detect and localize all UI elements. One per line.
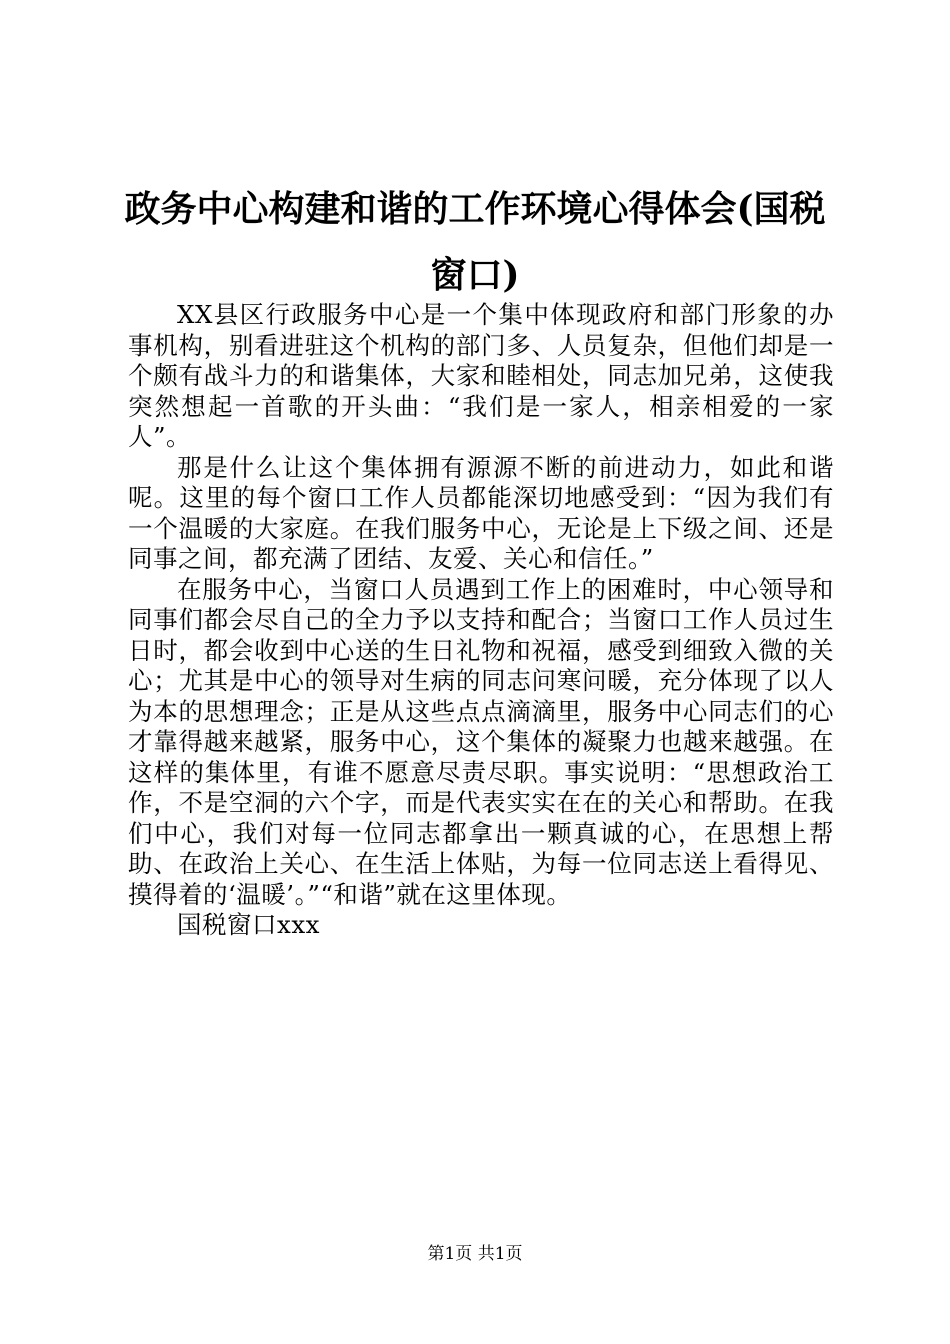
paragraph-3: 在服务中心，当窗口人员遇到工作上的困难时，中心领导和同事们都会尽自己的全力予以支持和配合；当窗口工作人员过生日时，都会收到中心送的生日礼物和祝福，感受到细致入微的关心；尤其是中心的领导对生病的同志问寒问暖，充分体现了以人为本的思想理念；正是从这些点点滴滴里，服务中心同志们的心才靠得越来越紧，服务中心，这个集体的凝聚力也越来越强。在这样的集体里，有谁不愿意尽责尽职。事实说明：“思想政治工作，不是空洞的六个字，而是代表实实在在的关心和帮助。在我们中心，我们对每一位同志都拿出一颗真诚的心，在思想上帮助、在政治上关心、在生活上体贴，为每一位同志送上看得见、摸得着的‘温暖’。”“和谐”就在这里体现。	[128, 574, 834, 909]
page-footer: 第1页 共1页	[427, 1244, 523, 1264]
signature: 国税窗口xxx	[177, 910, 320, 939]
paragraph-2: 那是什么让这个集体拥有源源不断的前进动力，如此和谐呢。这里的每个窗口工作人员都能深切地感受到：“因为我们有一个温暖的大家庭。在我们服务中心，无论是上下级之间、还是同事之间，都充满了团结、友爱、关心和信任。”	[128, 452, 834, 573]
document-body	[128, 300, 834, 941]
paragraph-1: XX县区行政服务中心是一个集中体现政府和部门形象的办事机构，别看进驻这个机构的部门多、人员复杂，但他们却是一个颇有战斗力的和谐集体，大家和睦相处，同志加兄弟，这使我突然想起一首歌的开头曲：“我们是一家人，相亲相爱的一家人”。	[128, 300, 834, 451]
document-title: 政务中心构建和谐的工作环境心得体会(国税窗口)	[124, 188, 826, 296]
